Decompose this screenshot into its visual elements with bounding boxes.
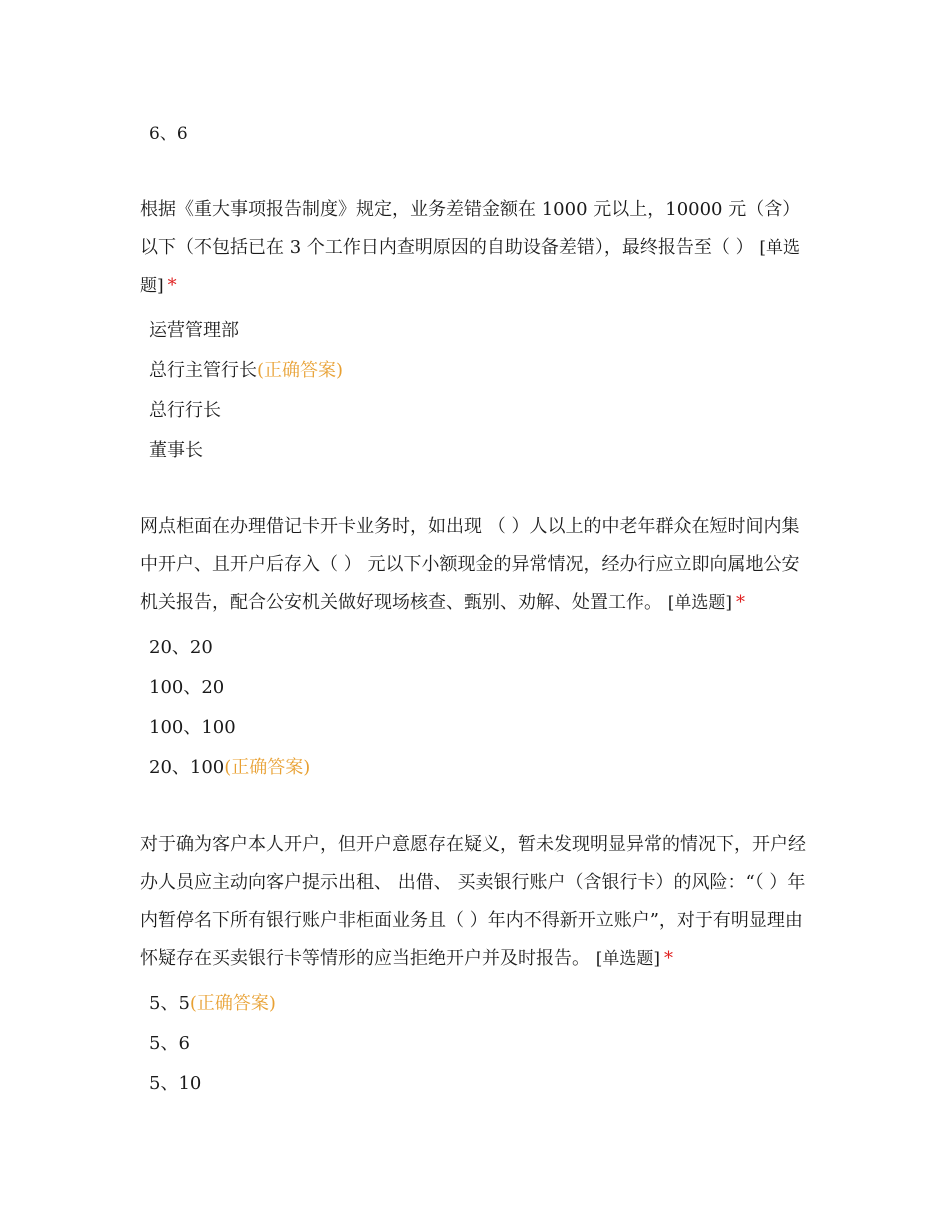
required-mark: * <box>735 592 745 613</box>
correct-answer-tag: (正确答案) <box>224 757 311 778</box>
option[interactable] <box>140 984 812 1024</box>
options-list <box>140 984 812 1104</box>
options-list <box>140 311 812 471</box>
option[interactable] <box>140 311 812 351</box>
question-text <box>140 826 812 978</box>
option-label: 20、20 <box>149 637 213 658</box>
option-label: 运营管理部 <box>149 320 239 341</box>
option-label: 5、10 <box>149 1073 202 1094</box>
options-list <box>140 628 812 788</box>
question-2 <box>140 508 812 788</box>
option-label: 20、100 <box>149 757 225 778</box>
option-label: 总行行长 <box>149 400 221 421</box>
option[interactable] <box>140 431 812 471</box>
question-type: [单选题] <box>595 949 660 969</box>
question-type: [单选题] <box>667 593 732 613</box>
option[interactable] <box>140 748 812 788</box>
question-3 <box>140 826 812 1104</box>
previous-question-option: 6、6 <box>149 124 188 144</box>
required-mark: * <box>167 275 177 296</box>
option-label: 总行主管行长 <box>149 360 257 381</box>
required-mark: * <box>664 948 673 969</box>
question-body: 网点柜面在办理借记卡开卡业务时，如出现 （ ）人以上的中老年群众在短时间内集中开户、且开户后存入（ ） 元以下小额现金的异常情况，经办行应立即向属地公安机关报告，配合公安机关做好现场核查、甄别、劝解、处置工作。 <box>140 516 800 613</box>
option[interactable] <box>140 1064 812 1104</box>
option[interactable] <box>140 351 812 391</box>
correct-answer-tag: (正确答案) <box>257 360 344 381</box>
option[interactable] <box>140 1024 812 1064</box>
correct-answer-tag: (正确答案) <box>189 993 276 1014</box>
question-1 <box>140 191 812 471</box>
question-text <box>140 508 812 622</box>
option-label: 董事长 <box>149 440 203 461</box>
option-label: 100、20 <box>149 677 225 698</box>
option-label: 100、100 <box>149 717 236 738</box>
question-text <box>140 191 812 305</box>
option-label: 5、5 <box>149 993 190 1014</box>
question-body: 对于确为客户本人开户，但开户意愿存在疑义，暂未发现明显异常的情况下，开户经办人员应主动向客户提示出租、 出借、 买卖银行账户（含银行卡）的风险：“（ ）年内暂停名下所有银行账户非柜面业务且（ ）年内不得新开立账户”，对于有明显理由怀疑存在买卖银行卡等情形的应当拒绝开户并及时报告。 <box>140 834 806 969</box>
option[interactable] <box>140 628 812 668</box>
option[interactable] <box>140 391 812 431</box>
question-body: 根据《重大事项报告制度》规定，业务差错金额在 1000 元以上，10000 元（含）以下（不包括已在 3 个工作日内查明原因的自助设备差错），最终报告至（ ） <box>140 199 801 258</box>
option-label: 5、6 <box>149 1033 190 1054</box>
option[interactable] <box>140 708 812 748</box>
question-type: [单选题] <box>140 238 800 296</box>
option[interactable] <box>140 668 812 708</box>
